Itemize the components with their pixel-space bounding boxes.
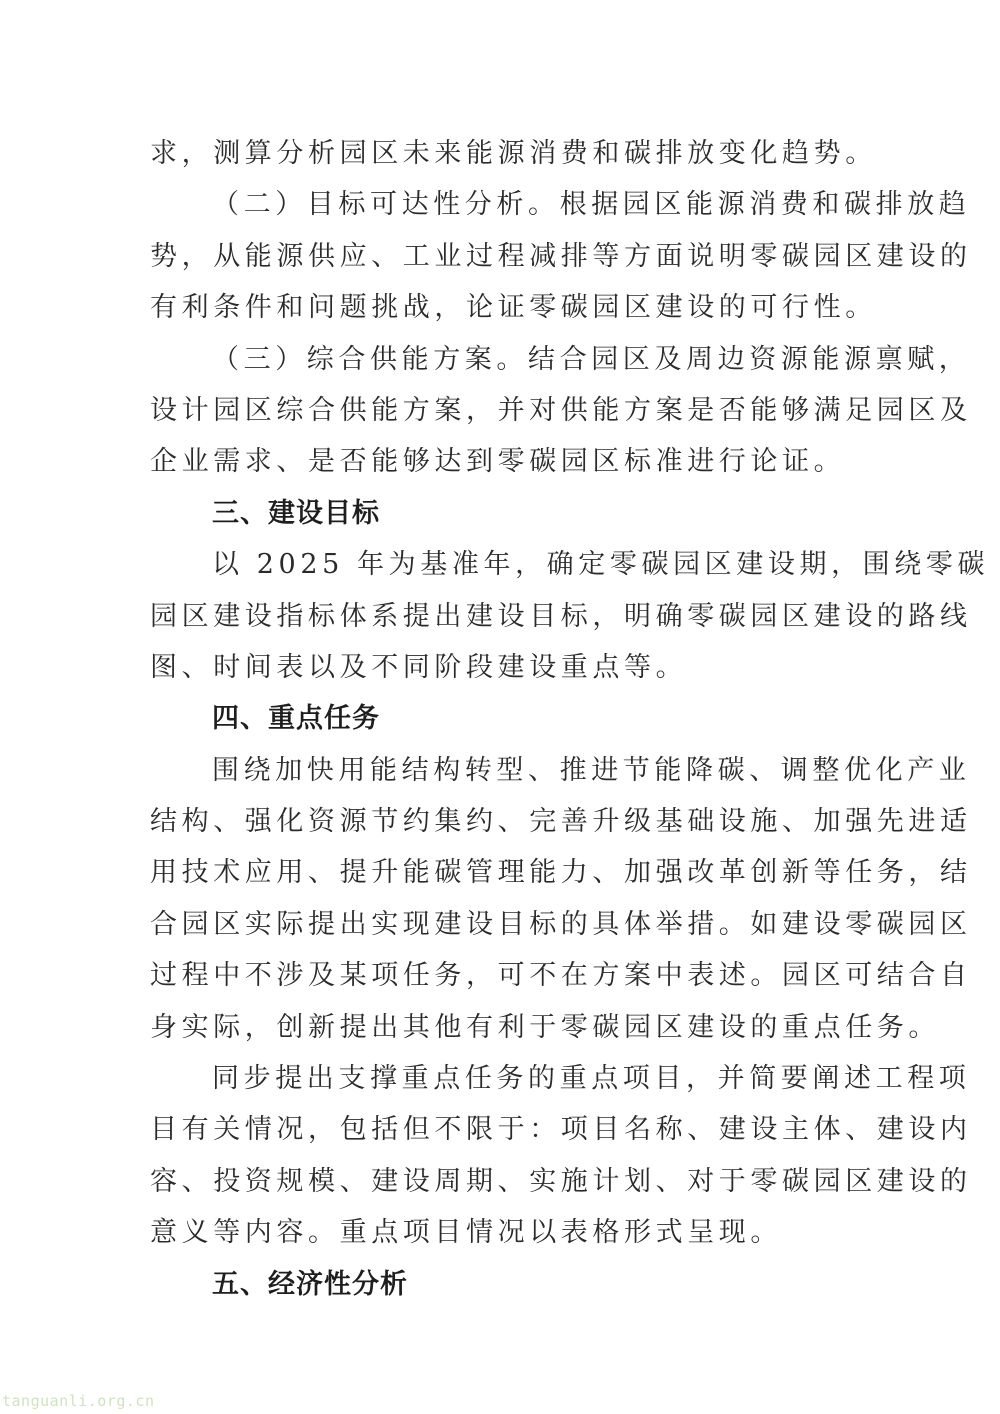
document-page [150, 128, 990, 1310]
site-watermark: tanguanli.org.cn [2, 1392, 155, 1410]
paragraph-line: 以 2025 年为基准年，确定零碳园区建设期，围绕零碳 [212, 549, 990, 581]
paragraph-line: 求，测算分析园区未来能源消费和碳排放变化趋势。 [150, 138, 877, 169]
paragraph-line: 合园区实际提出实现建设目标的具体举措。如建设零碳园区 [150, 908, 972, 940]
paragraph-line: 目有关情况，包括但不限于：项目名称、建设主体、建设内 [150, 1114, 972, 1146]
paragraph-line: 身实际，创新提出其他有利于零碳园区建设的重点任务。 [150, 1011, 940, 1043]
paragraph-line: 企业需求、是否能够达到零碳园区标准进行论证。 [150, 446, 846, 478]
paragraph-line: 设计园区综合供能方案，并对供能方案是否能够满足园区及 [150, 394, 972, 426]
paragraph-line: 结构、强化资源节约集约、完善升级基础设施、加强先进适 [150, 806, 972, 838]
paragraph-line: 围绕加快用能结构转型、推进节能降碳、调整优化产业 [212, 754, 971, 786]
paragraph-line: 园区建设指标体系提出建设目标，明确零碳园区建设的路线 [150, 600, 972, 632]
section-heading-economic-analysis: 五、经济性分析 [212, 1268, 408, 1300]
section-heading-key-tasks: 四、重点任务 [212, 703, 380, 735]
paragraph-line: 同步提出支撑重点任务的重点项目，并简要阐述工程项 [212, 1063, 971, 1095]
subsection-3-line: （三）综合供能方案。结合园区及周边资源能源禀赋， [212, 343, 971, 375]
paragraph-line: 容、投资规模、建设周期、实施计划、对于零碳园区建设的 [150, 1165, 972, 1197]
paragraph-line: 过程中不涉及某项任务，可不在方案中表述。园区可结合自 [150, 960, 972, 992]
subsection-2-line: （二）目标可达性分析。根据园区能源消费和碳排放趋 [212, 189, 971, 221]
paragraph-line: 用技术应用、提升能碳管理能力、加强改革创新等任务，结 [150, 857, 972, 889]
paragraph-line: 意义等内容。重点项目情况以表格形式呈现。 [150, 1217, 782, 1249]
paragraph-line: 图、时间表以及不同阶段建设重点等。 [150, 651, 688, 683]
paragraph-line: 有利条件和问题挑战，论证零碳园区建设的可行性。 [150, 292, 877, 324]
paragraph-line: 势，从能源供应、工业过程减排等方面说明零碳园区建设的 [150, 240, 972, 272]
section-heading-construction-goals: 三、建设目标 [212, 497, 380, 529]
